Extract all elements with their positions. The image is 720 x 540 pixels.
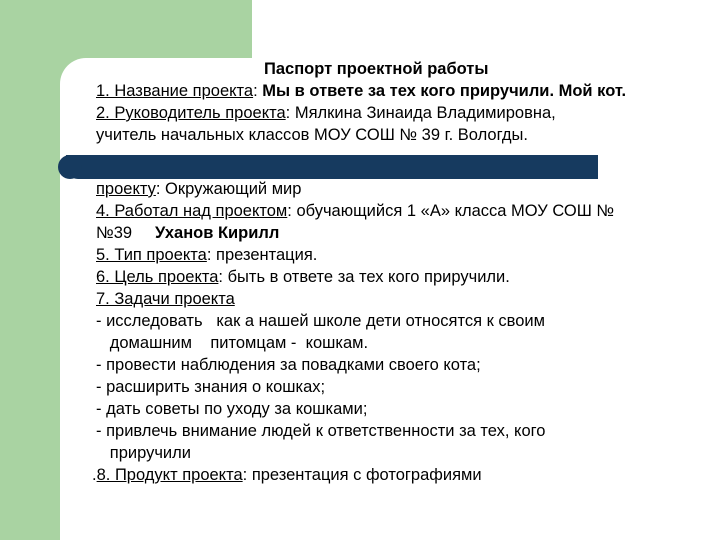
item-5-sep: : xyxy=(206,246,217,264)
item-8-value: презентация с фотографиями xyxy=(251,466,482,484)
item-4-student-name: Уханов Кирилл xyxy=(154,224,280,242)
item-4-sep: : xyxy=(287,202,297,220)
item-3-value: Окружающий мир xyxy=(165,180,302,198)
item-5-label: 5. Тип проекта xyxy=(96,246,207,264)
item-8-label: 8. Продукт проекта xyxy=(96,466,243,484)
page-title: Паспорт проектной работы xyxy=(264,60,489,78)
item-3-sep: : xyxy=(155,180,166,198)
item-2-value: Мялкина Зинаида Владимировна, xyxy=(294,104,556,122)
item-6-sep: : xyxy=(218,268,228,286)
item-2-label: 2. Руководитель проекта xyxy=(96,104,286,122)
item-6-value: быть в ответе за тех кого приручили. xyxy=(227,268,510,286)
item-4 xyxy=(96,200,696,222)
item-7-label: 7. Задачи проекта xyxy=(96,290,235,308)
item-4-school-no: №39 xyxy=(96,224,155,242)
item-4-continuation xyxy=(96,222,696,244)
item-7 xyxy=(96,288,696,310)
task-4: - дать советы по уходу за кошками; xyxy=(96,400,368,418)
item-4-value: обучающийся 1 «А» класса МОУ СОШ № xyxy=(296,202,615,220)
task-5: - привлечь внимание людей к ответственности за тех, кого xyxy=(96,422,546,440)
task-3: - расширить знания о кошках; xyxy=(96,378,326,396)
item-1-value: Мы в ответе за тех кого приручили. Мой кот. xyxy=(262,82,627,100)
task-1: - исследовать как а нашей школе дети относятся к своим xyxy=(96,312,545,330)
item-2-sep: : xyxy=(285,104,295,122)
item-5 xyxy=(96,244,696,266)
item-2-continuation: учитель начальных классов МОУ СОШ № 39 г. Вологды. xyxy=(96,126,528,144)
item-8 xyxy=(92,464,696,486)
item-1 xyxy=(96,80,696,102)
item-2 xyxy=(96,102,696,124)
item-5-value: презентация. xyxy=(216,246,318,264)
task-5-continuation: приручили xyxy=(96,444,191,462)
item-6-label: 6. Цель проекта xyxy=(96,268,219,286)
item-8-sep: : xyxy=(242,466,252,484)
item-6 xyxy=(96,266,696,288)
passport-text xyxy=(92,58,696,486)
decorative-navy-bar xyxy=(66,155,598,179)
item-1-sep: : xyxy=(253,82,263,100)
item-4-label: 4. Работал над проектом xyxy=(96,202,288,220)
item-1-label: 1. Название проекта xyxy=(96,82,254,100)
task-1-continuation: домашним питомцам - кошкам. xyxy=(96,334,369,352)
item-8-prefix: . xyxy=(92,466,97,484)
item-3-label-2: проекту xyxy=(96,180,156,198)
decorative-green-strip xyxy=(0,0,60,540)
item-3-continuation xyxy=(96,178,696,200)
task-2: - провести наблюдения за повадками своего кота; xyxy=(96,356,481,374)
